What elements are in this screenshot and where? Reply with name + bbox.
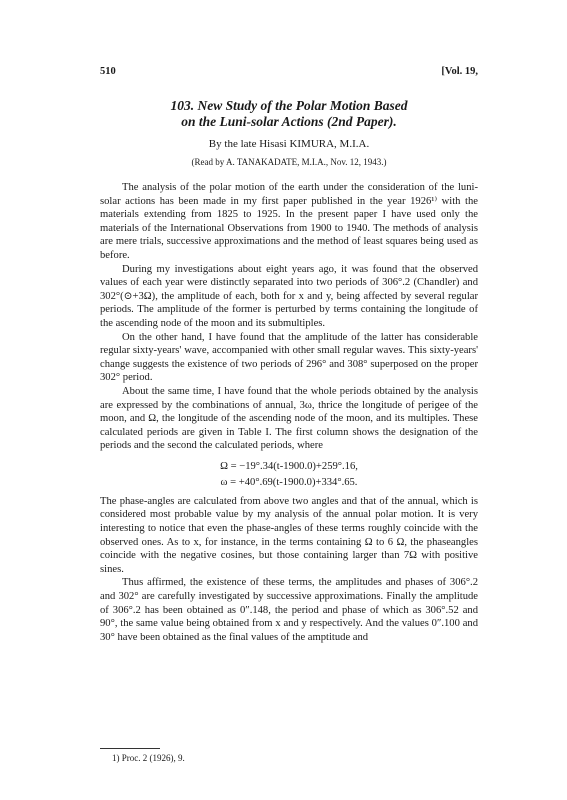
- body-text: [100, 181, 478, 644]
- title-line-2: on the Luni-solar Actions (2nd Paper).: [181, 114, 397, 129]
- formula-omega-node: Ω = −19°.34(t-1900.0)+259°.16,: [220, 460, 358, 472]
- formula-omega-perigee: ω = +40°.69(t-1900.0)+334°.65.: [220, 476, 358, 488]
- paragraph: The phase-angles are calculated from above two angles and that of the annual, which is considered most probable value by my analysis of the annual polar motion. It is very interesting to notice that even the phase-angles of these terms roughly coincide with the observed ones. As to x, for instance, in the terms containing Ω to 6 Ω, the phaseangles coincide with the negative cosines, but those containing larger than 7Ω with positive sines.: [100, 495, 478, 575]
- read-note: (Read by A. TANAKADATE, M.I.A., Nov. 12, 1943.): [191, 157, 387, 167]
- volume-label: [Vol. 19,: [441, 66, 478, 77]
- author-byline: By the late Hisasi KIMURA, M.I.A.: [208, 138, 370, 150]
- paragraph: About the same time, I have found that the whole periods obtained by the analysis are expressed by the combinations of annual, 3ω, thrice the longitude of perigee of the moon, and Ω, the longitude of the ascending node of the moon, and its multiples. These calculated periods are given in Table I. The first column shows the designation of the periods and the second the calculated periods, where: [100, 385, 478, 452]
- footnote: 1) Proc. 2 (1926), 9.: [112, 753, 185, 763]
- page-number: 510: [100, 66, 116, 77]
- formula-block: [100, 459, 478, 491]
- title-line-1: 103. New Study of the Polar Motion Based: [170, 98, 408, 113]
- paragraph: During my investigations about eight years ago, it was found that the observed values of each year were distinctly separated into two periods of 306°.2 (Chandler) and 302°(⊙+3Ω), the amplitude of each, both for x and y, being affected by several regular periods. The amplitude of the former is perturbed by terms containing the longitude of the ascending node of the moon and its submultiples.: [100, 263, 478, 329]
- paragraph: On the other hand, I have found that the amplitude of the latter has considerable regular sixty-years' wave, accompanied with other small regular waves. This sixty-years' change suggests the existence of two periods of 296° and 308° superposed on the proper 302° period.: [100, 331, 478, 384]
- paper-title: [100, 98, 478, 130]
- paragraph: The analysis of the polar motion of the earth under the consideration of the luni-solar actions has been made in my first paper published in the year 1926¹⁾ with the materials extending from 1825 to 1925. In the present paper I have used only the materials of the International Observations from 1900 to 1940. The methods of analysis are mere trials, successive approximations and the method of least squares being used as before.: [100, 182, 478, 261]
- running-header: [100, 66, 478, 80]
- footnote-divider: [100, 748, 160, 749]
- paragraph: Thus affirmed, the existence of these terms, the amplitudes and phases of 306°.2 and 302° are carefully investigated by successive approximations. Finally the amplitude of 306°.2 has been obtained as 0″.148, the period and phase of which as 306°.52 and 90°, the same value being obtained from x and y respectively. And the values 0″.100 and 30° have been obtained as the final values of the amptitude and: [100, 577, 478, 643]
